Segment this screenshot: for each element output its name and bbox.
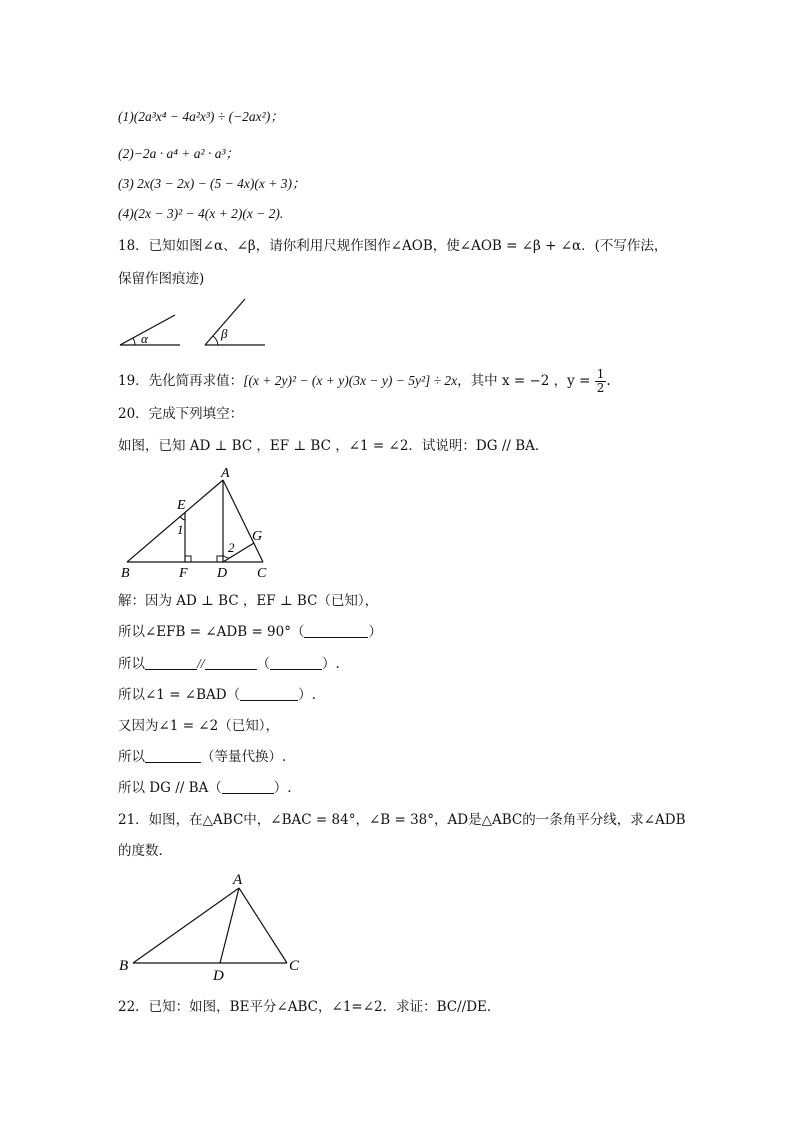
segment-AC [239, 888, 287, 963]
problem21-text-line2: 的度数． [118, 843, 172, 859]
step7-close: ）. [273, 780, 292, 796]
step4-close: ）. [298, 687, 316, 703]
problem19-fraction [595, 368, 607, 395]
step3-blank-2[interactable] [205, 655, 257, 670]
problem19-end: . [606, 373, 611, 389]
label-2: 2 [228, 540, 235, 555]
problem21-figure [115, 868, 315, 983]
label-G: G [252, 529, 263, 544]
problem18-text-line1: 18．已知如图∠α、∠β，请你利用尺规作图作∠AOB，使∠AOB = ∠β + ∠α．(不写作法， [118, 238, 668, 254]
step2-blank[interactable] [304, 623, 368, 638]
problem19-expression: [(x + 2y)² − (x + y)(3x − y) − 5y²] ÷ 2x [243, 373, 458, 388]
label-D: D [213, 968, 224, 984]
label-C: C [289, 958, 300, 974]
problem20-step5: 又因为∠1 = ∠2（已知）， [118, 718, 279, 734]
right-angle-mark-F [185, 556, 191, 562]
step3-parallel: // [197, 656, 205, 671]
step7-blank[interactable] [222, 779, 274, 794]
step3-open: （ [256, 656, 271, 672]
step3-blank-1[interactable] [145, 655, 197, 670]
label-B: B [119, 958, 129, 974]
problem20-title: 20．完成下列填空： [118, 406, 244, 422]
step6-blank[interactable] [145, 748, 201, 763]
label-A: A [221, 466, 230, 481]
step4-text: 所以∠1 = ∠BAD（ [118, 687, 241, 703]
right-angle-mark-D [217, 556, 223, 562]
problem19-condition: ，其中 x = −2 ，y = [457, 373, 595, 389]
fraction-numerator: 1 [596, 367, 605, 381]
problem17-part2: (2)−2a · a⁴ + a² · a³； [118, 146, 239, 161]
step3-text: 所以 [118, 656, 145, 672]
angle-beta-arc [213, 336, 218, 345]
problem18-text-line2: 保留作图痕迹) [118, 271, 205, 287]
problem19-prefix: 19．先化简再求值： [118, 373, 244, 389]
fraction-denominator: 2 [596, 381, 605, 395]
label-D: D [217, 566, 228, 581]
step7-text: 所以 DG // BA（ [118, 780, 222, 796]
step2-text: 所以∠EFB = ∠ADB = 90°（ [118, 624, 305, 640]
problem17-part1: (1)(2a³x⁴ − 4a²x³) ÷ (−2ax²)； [118, 109, 284, 124]
problem21-text-line1: 21．如图，在△ABC中，∠BAC = 84°，∠B = 38°，AD是△ABC的一条角平分线，求∠ADB [118, 812, 686, 828]
problem20-step7 [118, 779, 292, 797]
problem20-figure [115, 462, 285, 582]
label-1: 1 [177, 522, 184, 537]
step3-close: ）. [322, 656, 340, 672]
problem17-part4: (4)(2x − 3)² − 4(x + 2)(x − 2). [118, 206, 284, 221]
step6-text: 所以 [118, 749, 145, 765]
label-F: F [179, 566, 188, 581]
step3-blank-3[interactable] [270, 655, 322, 670]
angle-1-arc [180, 516, 185, 520]
step6-reason: （等量代换）. [201, 749, 287, 765]
problem20-step2 [118, 623, 382, 641]
problem20-step3 [118, 655, 340, 673]
angle-alpha-arc [133, 338, 135, 345]
label-C: C [257, 566, 267, 581]
problem22-text: 22．已知：如图，BE平分∠ABC，∠1=∠2．求证：BC//DE． [118, 999, 501, 1015]
angle-beta-label: β [221, 326, 228, 341]
segment-BA [127, 480, 223, 562]
label-B: B [121, 566, 130, 581]
step4-blank[interactable] [240, 686, 298, 701]
problem20-step1: 解：因为 AD ⊥ BC ，EF ⊥ BC（已知）， [118, 593, 379, 609]
label-E: E [177, 498, 186, 513]
problem17-part3: (3) 2x(3 − 2x) − (5 − 4x)(x + 3)； [118, 176, 306, 191]
problem20-given: 如图，已知 AD ⊥ BC ，EF ⊥ BC ，∠1 = ∠2．试说明：DG // BA． [118, 438, 549, 454]
step2-close: ） [368, 624, 382, 640]
problem20-step6 [118, 748, 286, 766]
problem18-angles-figure [115, 295, 315, 355]
problem19-text [118, 368, 611, 395]
problem20-step4 [118, 686, 316, 704]
label-A: A [233, 872, 243, 888]
angle-alpha-label: α [141, 331, 148, 346]
angle-2-arc [223, 555, 229, 558]
